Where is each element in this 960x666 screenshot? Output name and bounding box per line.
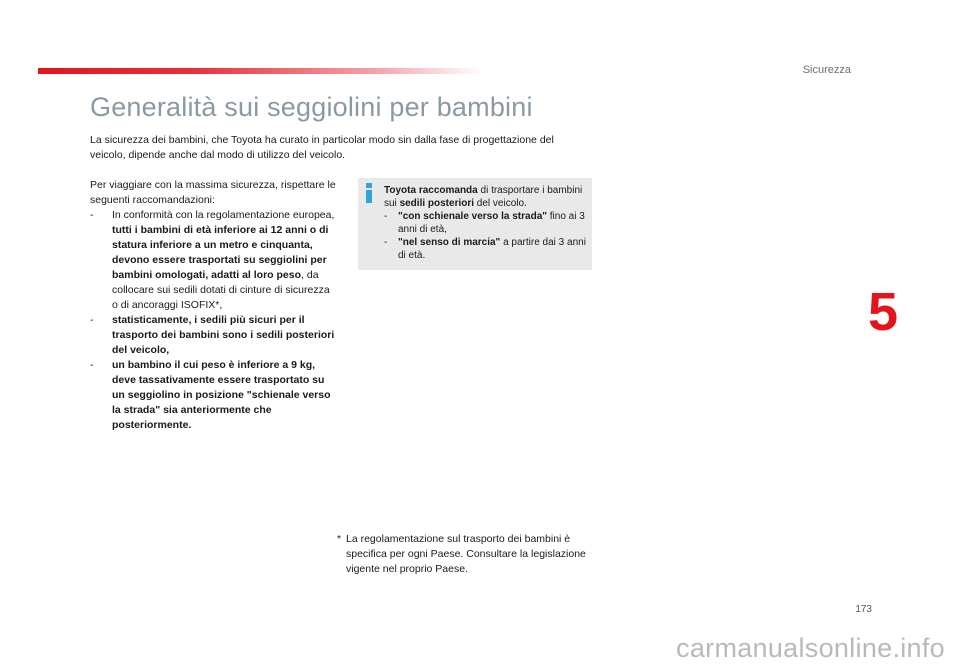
- footnote: [337, 532, 587, 577]
- footnote-star: *: [337, 533, 342, 545]
- page-number: 173: [855, 604, 872, 615]
- recommendation-item: [90, 208, 336, 313]
- info-box: [358, 178, 592, 270]
- recommendation-bold: statisticamente, i sedili più sicuri per il trasporto dei bambini sono i sedili posteriori del veicolo,: [112, 314, 335, 356]
- info-item-bold: "nel senso di marcia": [398, 237, 501, 248]
- recommendations-column: [90, 178, 336, 433]
- chapter-number: 5: [868, 282, 899, 342]
- recommendation-text: [112, 358, 336, 433]
- info-item: [384, 210, 590, 236]
- info-item-bold: "con schienale verso la strada": [398, 211, 547, 222]
- footnote-text: La regolamentazione sul trasporto dei bambini è specifica per ogni Paese. Consultare la legislazione vigente nel proprio Paese.: [346, 533, 586, 575]
- recommendation-plain: In conformità con la regolamentazione europea,: [112, 209, 335, 221]
- recommendation-plain: , da collocare sui sedili dotati di cinture di sicurezza o di ancoraggi ISOFIX*,: [112, 269, 330, 311]
- info-icon: [363, 183, 375, 203]
- recommendation-item: [90, 313, 336, 358]
- recommendation-text: [112, 208, 336, 313]
- section-name: Sicurezza: [802, 64, 851, 76]
- info-lead-text: di trasportare i bambini sui: [384, 185, 583, 209]
- recommendation-item: [90, 358, 336, 433]
- info-item: [384, 236, 590, 262]
- info-lead-end: del veicolo.: [474, 198, 527, 209]
- dash-marker: -: [384, 211, 388, 222]
- header-accent-bar: [38, 68, 483, 74]
- recommendation-bold: tutti i bambini di età inferiore ai 12 anni o di statura inferiore a un metro e cinquanta, devono essere trasportati su seggiolini per bambini omologati, adatti al loro peso: [112, 224, 329, 281]
- intro-paragraph: La sicurezza dei bambini, che Toyota ha curato in particolar modo sin dalla fase di progettazione del veicolo, dipende anche dal modo di utilizzo del veicolo.: [90, 134, 554, 161]
- dash-marker: -: [90, 359, 94, 371]
- info-text: [384, 184, 590, 262]
- dash-marker: -: [90, 314, 94, 326]
- info-brand: Toyota raccomanda: [384, 185, 478, 196]
- dash-marker: -: [384, 237, 388, 248]
- page-title: Generalità sui seggiolini per bambini: [90, 92, 533, 122]
- recommendation-bold: un bambino il cui peso è inferiore a 9 kg, deve tassativamente essere trasportato su un seggiolino in posizione "schienale verso la strada" sia anteriormente che posteriormente.: [112, 359, 331, 431]
- info-lead: [384, 184, 590, 210]
- dash-marker: -: [90, 209, 94, 221]
- watermark: carmanualsonline.info: [676, 633, 945, 663]
- recommendations-list: [90, 208, 336, 433]
- recommendation-text: [112, 313, 336, 358]
- info-lead-bold: sedili posteriori: [399, 198, 475, 209]
- info-item-text: fino ai 3 anni di età,: [398, 211, 585, 235]
- recommendations-lead: Per viaggiare con la massima sicurezza, rispettare le seguenti raccomandazioni:: [90, 179, 336, 206]
- info-item-text: a partire dai 3 anni di età.: [398, 237, 586, 261]
